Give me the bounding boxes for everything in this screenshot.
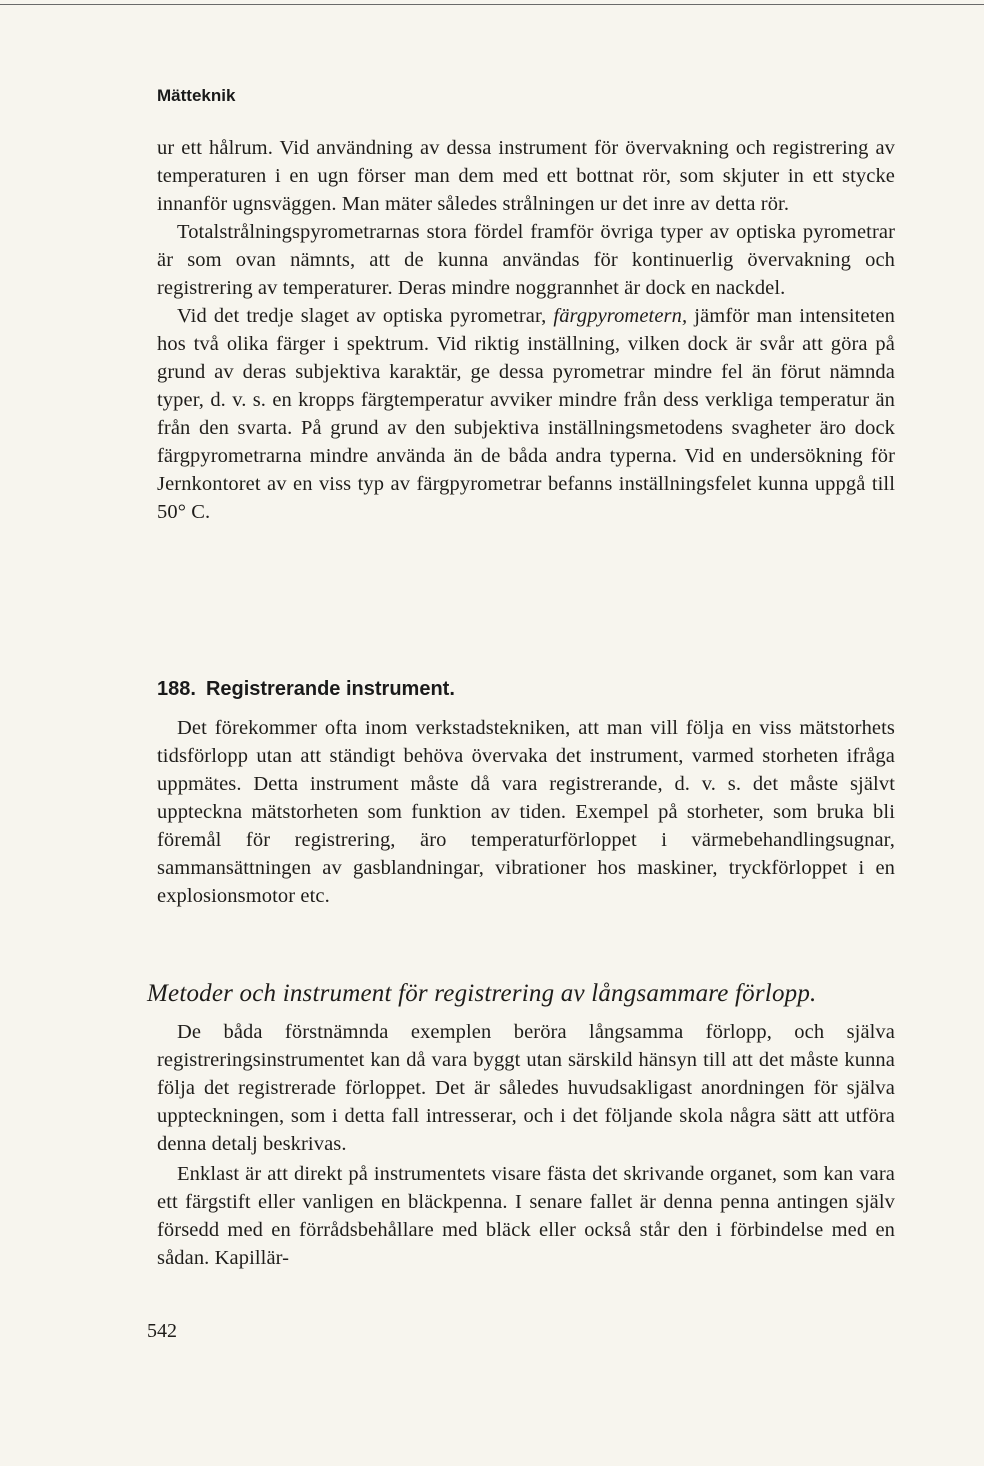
paragraph-3 [157,302,895,526]
paragraph-4: Det förekommer ofta inom verkstadstekniken, att man vill följa en viss mätstorhets tidsförlopp utan att ständigt behöva övervaka det instrument, varmed storheten ifråga uppmätes. Detta instrument måste då vara registrerande, d. v. s. det måste självt uppteckna mätstorheten som funktion av tiden. Exempel på storheter, som bruka bli föremål för registrering, äro temperaturförloppet i värmebehandlingsugnar, sammansättningen av gasblandningar, vibrationer hos maskiner, tryckförloppet i en explosionsmotor etc. [157,717,895,907]
text-block-section [157,714,895,910]
running-head: Mätteknik [157,86,236,105]
paragraph-3-term: färgpyrometern, [553,305,688,327]
paragraph-2: Totalstrålningspyrometrarnas stora fördel framför övriga typer av optiska pyrometrar är som ovan nämnts, att de kunna användas för kontinuerlig övervakning och registrering av temperaturer. Deras mindre noggrannhet är dock en nackdel. [157,221,895,299]
paragraph-3-start: Vid det tredje slaget av optiska pyrometrar, [177,305,554,327]
text-block-bottom [157,1018,895,1272]
page-number: 542 [147,1320,177,1342]
text-block-top [157,134,895,526]
subheading: Metoder och instrument för registrering av långsammare förlopp. [147,980,817,1007]
top-rule [0,4,984,5]
paragraph-6: Enklast är att direkt på instrumentets visare fästa det skrivande organet, som kan vara ett färgstift eller vanligen en bläckpenna. I senare fallet är denna penna antingen själv försedd med en förrådsbehållare med bläck eller också står den i förbindelse med en sådan. Kapillär- [157,1163,895,1269]
paragraph-3-rest: jämför man intensiteten hos två olika färger i spektrum. Vid riktig inställning, vilken dock är svår att göra på grund av deras subjektiva karaktär, ge dessa pyrometrar mindre fel än förut nämnda typer, d. v. s. en kropps färgtemperatur avviker mindre från dess verkliga temperatur än från den svarta. På grund av den subjektiva inställningsmetodens svagheter äro dock färgpyrometrarna mindre använda än de båda andra typerna. Vid en undersökning för Jernkontoret av en viss typ av färgpyrometrar befanns inställningsfelet kunna uppgå till 50° C. [157,305,895,523]
section-number: 188. [157,678,196,700]
section-heading [157,678,455,701]
section-title: Registrerande instrument. [205,678,455,700]
paragraph-1: ur ett hålrum. Vid användning av dessa instrument för övervakning och registrering av temperaturen i en ugn förser man dem med ett bottnat rör, som skjuter in ett stycke innanför ugnsväggen. Man mäter således strålningen ur det inre av detta rör. [157,137,895,215]
paragraph-5: De båda förstnämnda exemplen beröra långsamma förlopp, och själva registreringsinstrumentet kan då vara byggt utan särskild hänsyn till att det måste kunna följa det registrerade förloppet. Det är således huvudsakligast anordningen för själva uppteckningen, som i detta fall intresserar, och i det följande skola några sätt att utföra denna detalj beskrivas. [157,1021,895,1155]
